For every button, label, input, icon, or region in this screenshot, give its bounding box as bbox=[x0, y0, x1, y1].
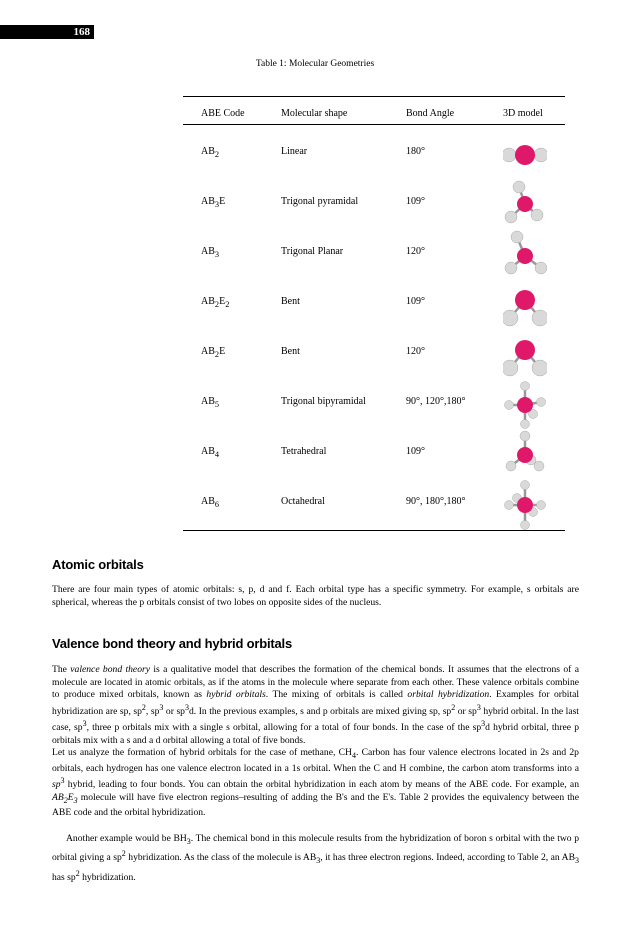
table-row bbox=[183, 180, 565, 230]
bond-angle-cell: 90°, 180°,180° bbox=[406, 496, 466, 507]
table-row bbox=[183, 280, 565, 330]
ligand-atom bbox=[513, 181, 525, 193]
table-row bbox=[183, 130, 565, 180]
ligand-atom bbox=[521, 420, 530, 429]
ligand-atom bbox=[520, 431, 530, 441]
abe-code-cell: $AB_2$ bbox=[201, 146, 220, 159]
abe-code-cell: $AB_5$ bbox=[201, 396, 220, 409]
ligand-atom bbox=[505, 401, 514, 410]
molecular-shape-cell: Linear bbox=[281, 146, 308, 157]
ligand-atom bbox=[521, 481, 530, 490]
ligand-atom bbox=[521, 382, 530, 391]
header-abe-code: ABE Code bbox=[201, 108, 245, 119]
table-row bbox=[183, 330, 565, 380]
header-bond-angle: Bond Angle bbox=[406, 108, 455, 119]
ligand-atom bbox=[511, 231, 523, 243]
ligand-atom bbox=[503, 360, 518, 376]
table-bottom-rule bbox=[183, 530, 565, 531]
linear-model-icon bbox=[503, 130, 547, 180]
table-row bbox=[183, 380, 565, 430]
trigonal-bipyramidal-model-icon bbox=[503, 380, 547, 430]
table-row bbox=[183, 430, 565, 480]
molecular-shape-cell: Tetrahedral bbox=[281, 446, 327, 457]
molecular-shape-cell: Trigonal bipyramidal bbox=[281, 396, 366, 407]
bent-model-icon bbox=[503, 330, 547, 380]
molecular-shape-cell: Trigonal pyramidal bbox=[281, 196, 359, 207]
molecular-shape-cell: Bent bbox=[281, 296, 300, 307]
bond-angle-cell: 109° bbox=[406, 446, 425, 457]
central-atom bbox=[515, 145, 535, 165]
ligand-atom bbox=[521, 521, 530, 530]
central-atom bbox=[517, 196, 533, 212]
trigonal-planar-model-icon bbox=[503, 230, 547, 280]
molecular-shape-cell: Bent bbox=[281, 346, 300, 357]
central-atom bbox=[517, 248, 533, 264]
ligand-atom bbox=[505, 262, 517, 274]
bond-angle-cell: 180° bbox=[406, 146, 425, 157]
tetrahedral-model-icon bbox=[503, 430, 547, 480]
bond-angle-cell: 120° bbox=[406, 346, 425, 357]
valence-paragraph-1: The valence bond theory is a qualitative model that describes the formation of the chemical bonds. It assumes that the electrons of a molecule are located in atomic orbitals, as if the atoms in the molecule where separate from each other. These valence orbitals combine to produce mixed orbitals, known as hybrid orbitals. The mixing of orbitals is called orbital hybridization. Examples for orbital hybridization are sp, $sp^2$, $sp^3$ or $sp^3d$. In the previous examples, s and p orbitals are mixed giving sp, $sp^2$ or $sp^3$ hybrid orbital. In the last case, $sp^3$, three p orbitals mix with a single s orbital, allowing for a total of four bonds. In the case of the $sp^3d$ hybrid orbital, three p orbitals mix with a s and a d orbital allowing a total of five bonds. Let us analyze the formation of hybrid orbitals for the case of methane, $CH_4$. Carbon has four valence electrons located in 2s and 2p orbitals, each hydrogen has one valence electron located in a 1s orbital. When the C and H combine, the carbon atom transforms into a $sp^3$ hybrid, leading to four bonds. You can obtain the orbital hybridization in each atom by means of the ABE code. For example, an $AB_2E_3$ molecule will have five electron regions–resulting of adding the B's and the E's. Table 2 provides the equivalency between the ABE code and the orbital hybridization. bbox=[52, 664, 580, 819]
header-molecular-shape: Molecular shape bbox=[281, 108, 348, 119]
ligand-atom bbox=[505, 501, 514, 510]
ligand-atom bbox=[503, 148, 516, 162]
central-atom bbox=[517, 497, 533, 513]
ligand-atom bbox=[537, 501, 546, 510]
ligand-atom bbox=[531, 209, 543, 221]
abe-code-cell: $AB_3E$ bbox=[201, 196, 226, 209]
table-caption: Table 1: Molecular Geometries bbox=[255, 59, 375, 69]
valence-paragraph-3: Another example would be $BH_3$. The chemical bond in this molecule results from the hybridization of boron s orbital with the two p orbital giving a $sp^2$ hybridization. As the class of the molecule is $AB_3$, it has three electron regions. Indeed, according to Table 2, an $AB_3$ has $sp^2$ hybridization. bbox=[52, 833, 579, 884]
molecular-shape-cell: Trigonal Planar bbox=[281, 246, 344, 257]
table-header-rule bbox=[183, 124, 565, 125]
molecular-shape-cell: Octahedral bbox=[281, 496, 325, 507]
ligand-atom bbox=[532, 310, 547, 326]
section-title-atomic-orbitals: Atomic orbitals bbox=[52, 557, 144, 572]
page-number-bar bbox=[0, 25, 94, 39]
trigonal-pyramidal-model-icon bbox=[503, 180, 547, 230]
page-number: 168 bbox=[73, 26, 90, 38]
central-atom bbox=[515, 290, 535, 310]
table-row bbox=[183, 480, 565, 530]
ligand-atom bbox=[503, 310, 518, 326]
bent-model-icon bbox=[503, 280, 547, 330]
section-title-valence-bond: Valence bond theory and hybrid orbitals bbox=[52, 636, 292, 651]
bond-angle-cell: 120° bbox=[406, 246, 425, 257]
bond-angle-cell: 109° bbox=[406, 296, 425, 307]
bond-angle-cell: 90°, 120°,180° bbox=[406, 396, 466, 407]
header-3d-model: 3D model bbox=[503, 108, 543, 119]
ligand-atom bbox=[534, 148, 547, 162]
abe-code-cell: $AB_2E_2$ bbox=[201, 296, 230, 309]
bond-angle-cell: 109° bbox=[406, 196, 425, 207]
ligand-atom bbox=[505, 211, 517, 223]
octahedral-model-icon bbox=[503, 480, 547, 530]
central-atom bbox=[515, 340, 535, 360]
atomic-orbitals-paragraph: There are four main types of atomic orbitals: s, p, d and f. Each orbital type has a specific symmetry. For example, s orbitals are spherical, whereas the p orbitals consist of two lobes on opposite sides of the nucleus. bbox=[52, 584, 579, 608]
abe-code-cell: $AB_4$ bbox=[201, 446, 220, 459]
abe-code-cell: $AB_2E$ bbox=[201, 346, 226, 359]
ligand-atom bbox=[532, 360, 547, 376]
central-atom bbox=[517, 447, 533, 463]
ligand-atom bbox=[506, 461, 516, 471]
central-atom bbox=[517, 397, 533, 413]
ligand-atom bbox=[535, 262, 547, 274]
abe-code-cell: $AB_3$ bbox=[201, 246, 220, 259]
abe-code-cell: $AB_6$ bbox=[201, 496, 220, 509]
ligand-atom bbox=[537, 398, 546, 407]
table-row bbox=[183, 230, 565, 280]
